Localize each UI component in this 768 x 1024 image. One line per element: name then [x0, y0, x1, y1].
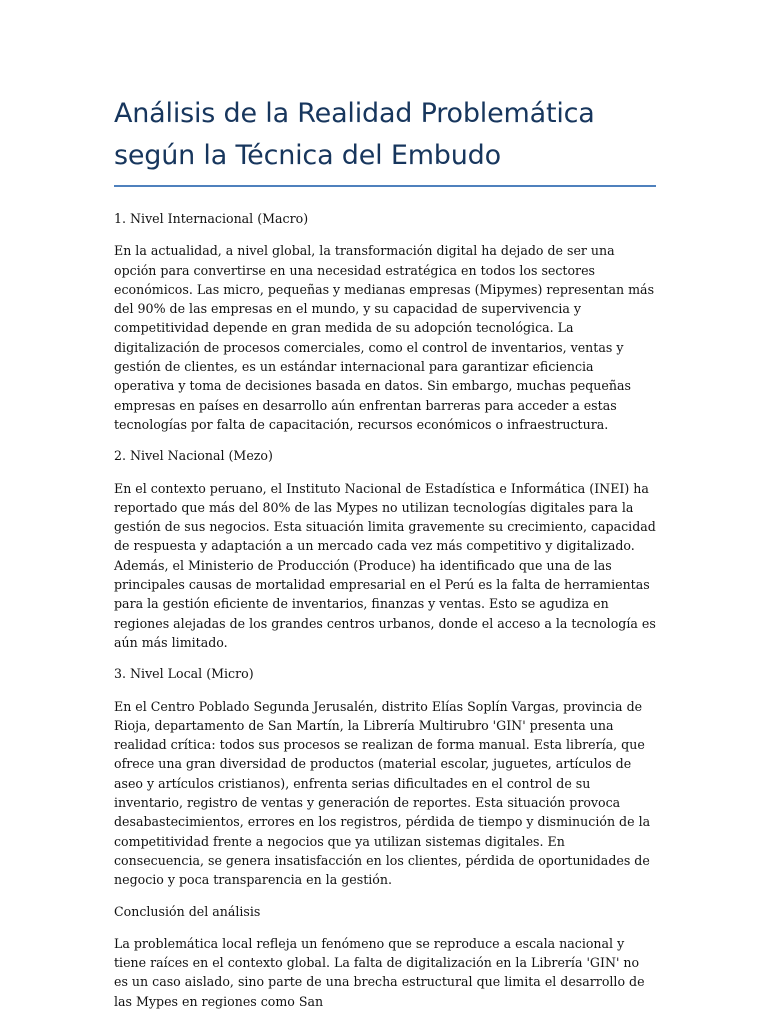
document-page: [114, 93, 656, 1023]
section-paragraph-national: En el contexto peruano, el Instituto Nacional de Estadística e Informática (INEI) ha reportado que más del 80% de las Mypes no utilizan tecnologías digitales para la gestión de sus negocios. Esta situación limita gravemente su crecimiento, capacidad de respuesta y adaptación a un mercado cada vez más competitivo y digitalizado. Además, el Ministerio de Producción (Produce) ha identificado que una de las principales causas de mortalidad empresarial en el Perú es la falta de herramientas para la gestión eficiente de inventarios, finanzas y ventas. Esto se agudiza en regiones alejadas de los grandes centros urbanos, donde el acceso a la tecnología es aún más limitado.: [114, 480, 656, 650]
section-paragraph-international: En la actualidad, a nivel global, la transformación digital ha dejado de ser una opción para convertirse en una necesidad estratégica en todos los sectores económicos. Las micro, pequeñas y medianas empresas (Mipymes) representan más del 90% de las empresas en el mundo, y su capacidad de supervivencia y competitividad depende en gran medida de su adopción tecnológica. La digitalización de procesos comerciales, como el control de inventarios, ventas y gestión de clientes, es un estándar internacional para garantizar eficiencia operativa y toma de decisiones basada en datos. Sin embargo, muchas pequeñas empresas en países en desarrollo aún enfrentan barreras para acceder a estas tecnologías por falta de capacitación, recursos económicos o infraestructura.: [114, 243, 655, 432]
section-heading-international: 1. Nivel Internacional (Macro): [114, 211, 309, 226]
section-heading-conclusion: Conclusión del análisis: [114, 903, 261, 919]
section-paragraph-local: En el Centro Poblado Segunda Jerusalén, distrito Elías Soplín Vargas, provincia de Rioja, departamento de San Martín, la Librería Multirubro 'GIN' presenta una realidad crítica: todos sus procesos se realizan de forma manual. Esta librería, que ofrece una gran diversidad de productos (material escolar, juguetes, artículos de aseo y artículos cristianos), enfrenta serias dificultades en el control de su inventario, registro de ventas y generación de reportes. Esta situación provoca desabastecimientos, errores en los registros, pérdida de tiempo y disminución de la competitividad frente a negocios que ya utilizan sistemas digitales. En consecuencia, se genera insatisfacción en los clientes, pérdida de oportunidades de negocio y poca transparencia en la gestión.: [114, 698, 651, 888]
title-underline-divider: [114, 185, 656, 187]
title-line-2: según la Técnica del Embudo: [114, 140, 501, 171]
document-title: [114, 93, 656, 185]
section-heading-national: 2. Nivel Nacional (Mezo): [114, 448, 273, 464]
title-line-1: Análisis de la Realidad Problemática: [114, 98, 595, 129]
section-paragraph-conclusion: La problemática local refleja un fenómeno que se reproduce a escala nacional y tiene raíces en el contexto global. La falta de digitalización en la Librería 'GIN' no es un caso aislado, sino parte de una brecha estructural que limita el desarrollo de las Mypes en regiones como San: [114, 935, 645, 1009]
section-heading-local: 3. Nivel Local (Micro): [114, 666, 254, 682]
